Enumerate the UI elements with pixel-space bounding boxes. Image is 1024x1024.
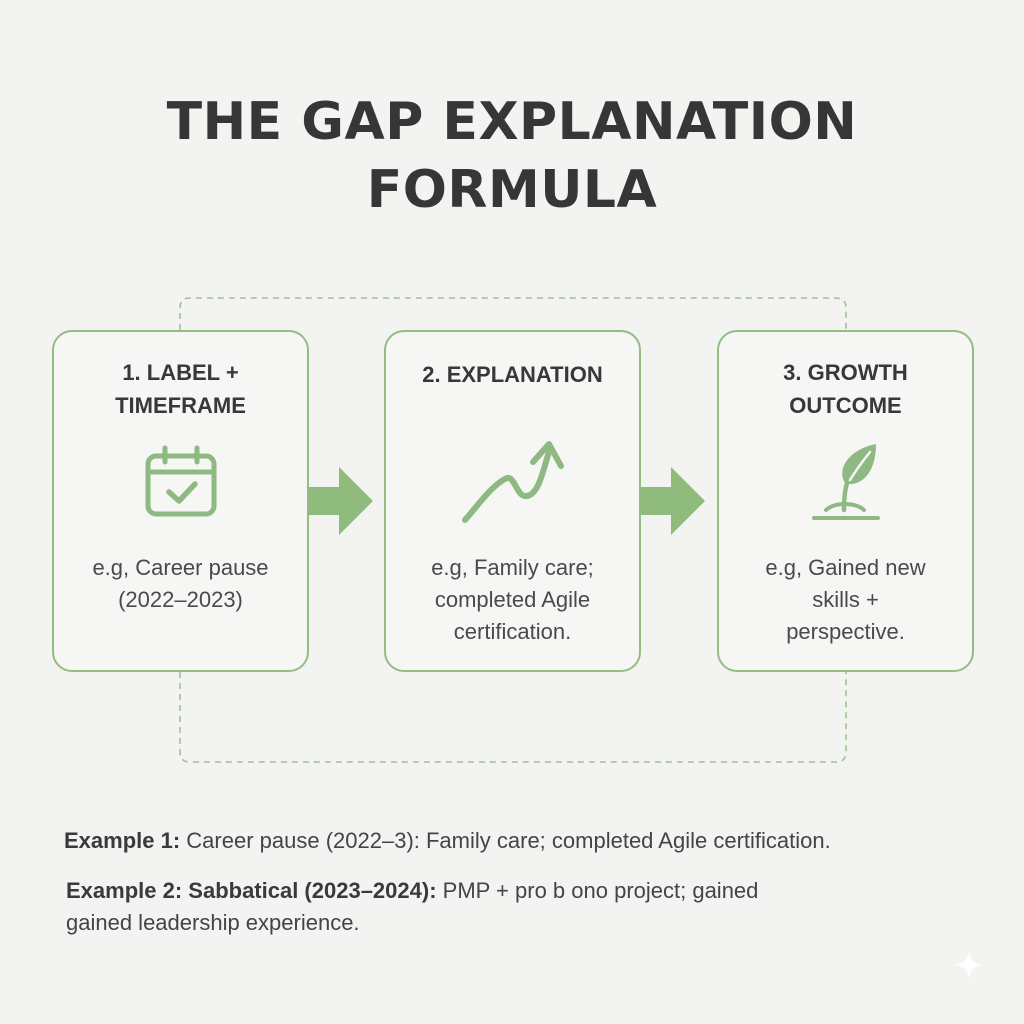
step-3-heading-line-1: 3. GROWTH <box>783 360 908 385</box>
flow-arrow-right-icon <box>641 465 707 537</box>
example-1-label: Example 1: <box>64 828 181 853</box>
example-2-label: Example 2: Sabbatical (2023–2024): <box>66 878 437 903</box>
step-2-example-line-1: e.g, Family care; <box>431 555 594 580</box>
dashed-loop-top <box>180 298 846 330</box>
calendar-check-icon <box>143 444 219 520</box>
example-1 <box>64 825 831 857</box>
dashed-loop-bottom <box>180 672 846 762</box>
step-1-example-line-2: (2022–2023) <box>118 587 243 612</box>
step-card-growth-outcome <box>717 330 974 672</box>
example-1-text: Career pause (2022–3): Family care; completed Agile certification. <box>186 828 831 853</box>
example-2-continuation <box>66 907 360 939</box>
step-3-example-line-1: e.g, Gained new <box>765 555 926 580</box>
step-3-heading-line-2: OUTCOME <box>789 393 902 418</box>
step-2-example-line-2: completed Agile <box>434 587 591 612</box>
title-line-2: FORMULA <box>366 160 658 220</box>
step-2-example <box>386 552 639 648</box>
example-2-text-line-2: gained leadership experience. <box>66 910 360 935</box>
flow-arrow-right-icon <box>309 465 375 537</box>
step-3-example-line-3: perspective. <box>786 619 905 644</box>
step-3-heading <box>719 356 972 422</box>
title-line-1: THE GAP EXPLANATION <box>166 92 858 152</box>
step-2-heading <box>386 358 639 391</box>
step-1-heading <box>54 356 307 422</box>
trend-up-arrow-icon <box>453 432 573 532</box>
example-2-text: PMP + pro b ono project; gained <box>442 878 759 903</box>
step-1-example-line-1: e.g, Career pause <box>92 555 269 580</box>
example-2 <box>66 875 758 907</box>
sparkle-icon <box>952 948 986 982</box>
step-card-explanation <box>384 330 641 672</box>
step-3-example-line-2: skills + <box>812 587 879 612</box>
step-1-heading-line-2: TIMEFRAME <box>115 393 246 418</box>
step-3-example <box>719 552 972 648</box>
step-1-example <box>54 552 307 616</box>
sprout-icon <box>806 440 886 524</box>
step-card-label-timeframe <box>52 330 309 672</box>
step-1-heading-line-1: 1. LABEL + <box>122 360 239 385</box>
step-2-heading-line-1: 2. EXPLANATION <box>422 362 603 387</box>
step-2-example-line-3: certification. <box>453 619 572 644</box>
